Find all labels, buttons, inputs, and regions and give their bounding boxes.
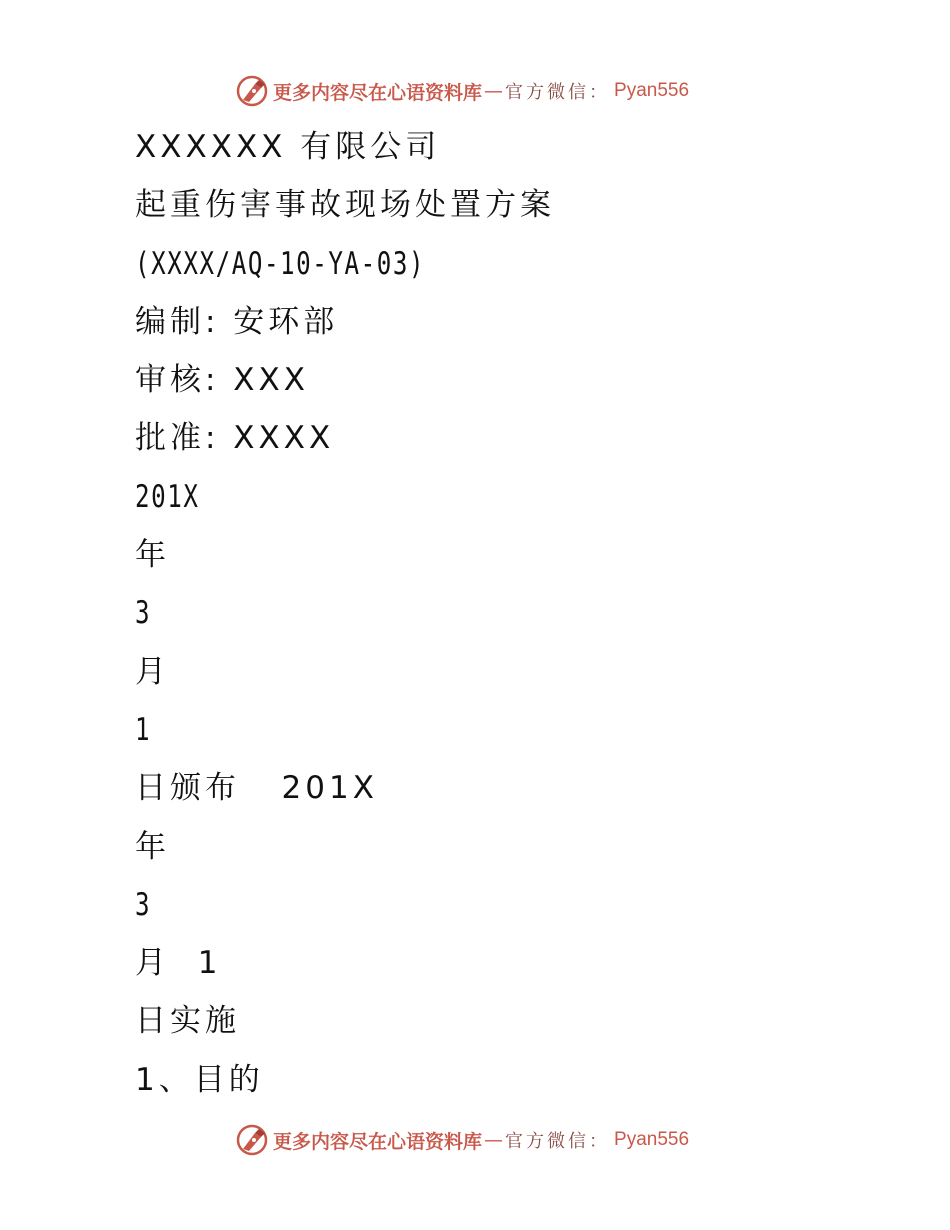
document-code: (XXXX/AQ-10-YA-03)	[135, 245, 426, 282]
pen-nib-logo-icon	[235, 1123, 269, 1157]
effective-year-unit: 年	[135, 828, 170, 865]
document-body	[135, 118, 895, 1109]
watermark-official-label: 官方微信：	[505, 82, 611, 103]
issue-month: 3	[135, 595, 152, 632]
header-watermark	[235, 73, 689, 109]
section-heading-purpose: 1、目的	[135, 1061, 264, 1098]
issue-month-unit: 月	[135, 653, 170, 690]
watermark-wechat-id: Pyan556	[614, 1129, 690, 1150]
watermark-separator: —	[484, 80, 504, 102]
issue-day: 1	[135, 711, 152, 748]
watermark-brand-text: 更多内容尽在心语资料库	[273, 81, 483, 104]
issue-day-and-effective-year: 日颁布 201X	[135, 770, 378, 807]
pen-nib-logo-icon	[235, 74, 269, 108]
approved-by: 批准: XXXX	[135, 420, 335, 457]
reviewed-by: 审核: XXX	[135, 362, 310, 399]
watermark-brand-text: 更多内容尽在心语资料库	[273, 1130, 483, 1153]
watermark-wechat-id: Pyan556	[614, 80, 690, 101]
watermark-separator: —	[484, 1129, 504, 1151]
document-title: 起重伤害事故现场处置方案	[135, 187, 555, 224]
effective-month: 3	[135, 886, 152, 923]
issue-year: 201X	[135, 478, 200, 515]
effective-month-and-day: 月 1	[135, 945, 222, 982]
company-name: XXXXXX 有限公司	[135, 129, 441, 165]
effective-day-unit: 日实施	[135, 1003, 240, 1040]
watermark-official-label: 官方微信：	[505, 1131, 611, 1152]
footer-watermark	[235, 1122, 689, 1158]
prepared-by: 编制: 安环部	[135, 303, 339, 340]
issue-year-unit: 年	[135, 537, 170, 574]
